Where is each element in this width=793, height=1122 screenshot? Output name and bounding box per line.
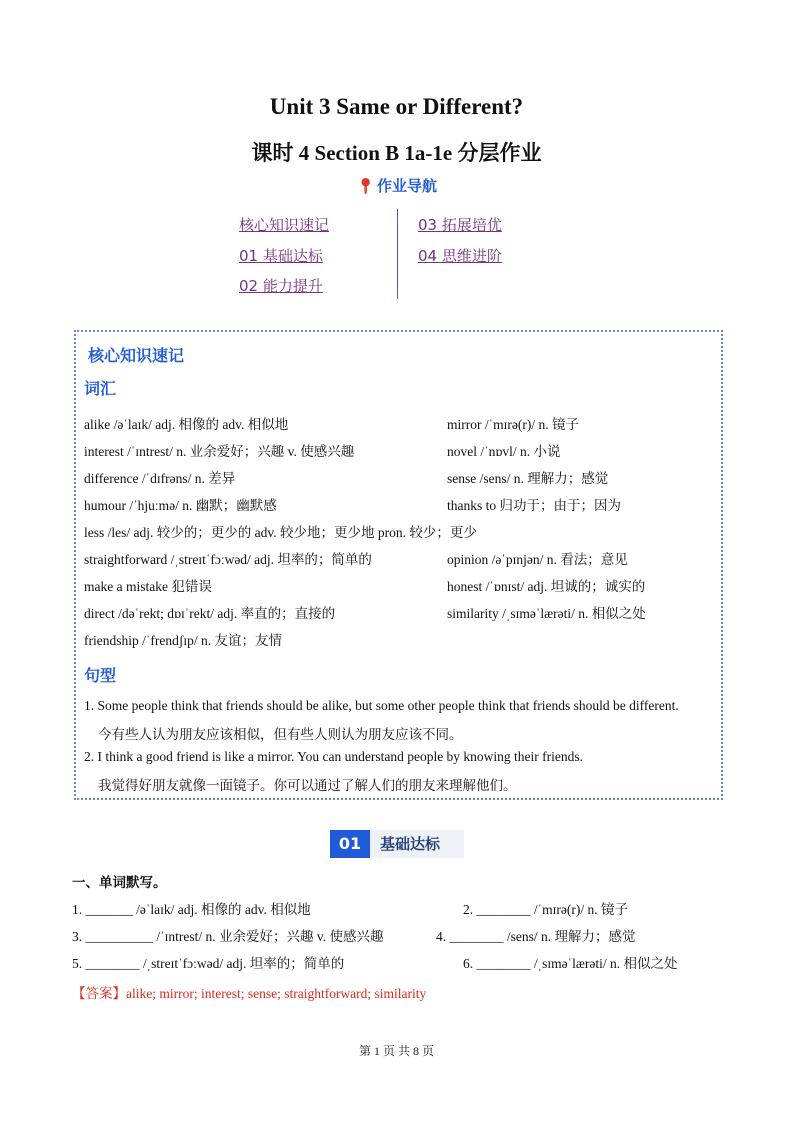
nav-link-extension[interactable]: 03 拓展培优: [418, 216, 502, 234]
vocab-item: honest /ˈɒnɪst/ adj. 坦诚的；诚实的: [447, 579, 646, 594]
vocab-item: mirror /ˈmɪrə(r)/ n. 镜子: [447, 417, 579, 432]
section-badge-label: 基础达标: [370, 830, 464, 858]
page-footer: 第 1 页 共 8 页: [358, 1044, 434, 1058]
question-item: 4. ________ /sens/ n. 理解力；感觉: [436, 929, 636, 944]
vocab-heading: 词汇: [84, 379, 117, 398]
vocab-item: straightforward /ˌstreɪtˈfɔːwəd/ adj. 坦率的；简单的: [84, 552, 372, 567]
nav-heading: [0, 175, 793, 196]
sentence-en: 2. I think a good friend is like a mirror. You can understand people by knowing their friends.: [84, 749, 584, 764]
nav-link-ability[interactable]: 02 能力提升: [239, 277, 323, 295]
nav-divider: [397, 209, 398, 299]
page-title: Unit 3 Same or Different?: [269, 94, 524, 119]
question-item: 2. ________ /ˈmɪrə(r)/ n. 镜子: [463, 902, 628, 917]
sentence-en: 1. Some people think that friends should be alike, but some other people think that friends should be different.: [84, 698, 679, 713]
sentence-cn: 我觉得好朋友就像一面镜子。你可以通过了解人们的朋友来理解他们。: [98, 778, 517, 793]
vocab-item: direct /dəˈrekt; dɒɪˈrekt/ adj. 率直的；直接的: [84, 606, 336, 621]
nav-link-basic[interactable]: 01 基础达标: [239, 247, 323, 265]
page-subtitle: 课时 4 Section B 1a-1e 分层作业: [251, 141, 542, 165]
sentence-cn: 今有些人认为朋友应该相似，但有些人则认为朋友应该不同。: [98, 727, 463, 742]
vocab-item: similarity /ˌsɪməˈlærəti/ n. 相似之处: [447, 606, 646, 621]
question-item: 6. ________ /ˌsɪməˈlærəti/ n. 相似之处: [463, 956, 678, 971]
question-item: 1. _______ /əˈlaɪk/ adj. 相像的 adv. 相似地: [72, 902, 311, 917]
vocab-item: interest /ˈɪntrest/ n. 业余爱好；兴趣 v. 使感兴趣: [84, 444, 355, 459]
vocab-item: alike /əˈlaɪk/ adj. 相像的 adv. 相似地: [84, 417, 289, 432]
nav-link-core-knowledge[interactable]: 核心知识速记: [239, 216, 330, 234]
sentence-heading: 句型: [84, 666, 117, 685]
location-pin-icon: 📍︎: [355, 177, 376, 195]
vocab-item: difference /ˈdɪfrəns/ n. 差异: [84, 471, 236, 486]
exercise-part-title: 一、单词默写。: [72, 875, 167, 891]
vocab-item: thanks to 归功于；由于；因为: [447, 498, 621, 513]
question-item: 5. ________ /ˌstreɪtˈfɔːwəd/ adj. 坦率的；简单的: [72, 956, 345, 971]
vocab-item: opinion /əˈpɪnjən/ n. 看法；意见: [447, 552, 628, 567]
knowledge-title: 核心知识速记: [88, 346, 185, 365]
vocab-item: sense /sens/ n. 理解力；感觉: [447, 471, 609, 486]
section-badge-number: 01: [330, 830, 370, 858]
question-item: 3. __________ /ˈɪntrest/ n. 业余爱好；兴趣 v. 使感兴趣: [72, 929, 384, 944]
answer-line: 【答案】alike; mirror; interest; sense; straightforward; similarity: [72, 986, 427, 1001]
nav-link-thinking[interactable]: 04 思维进阶: [418, 247, 502, 265]
vocab-item: humour /ˈhjuːmə/ n. 幽默；幽默感: [84, 498, 277, 513]
vocab-item: less /les/ adj. 较少的；更少的 adv. 较少地；更少地 pron. 较少；更少: [84, 525, 477, 540]
vocab-item: make a mistake 犯错误: [84, 579, 212, 594]
vocab-item: novel /ˈnɒvl/ n. 小说: [447, 444, 561, 459]
vocab-item: friendship /ˈfrendʃɪp/ n. 友谊；友情: [84, 633, 282, 648]
nav-heading-label: 作业导航: [377, 177, 438, 195]
